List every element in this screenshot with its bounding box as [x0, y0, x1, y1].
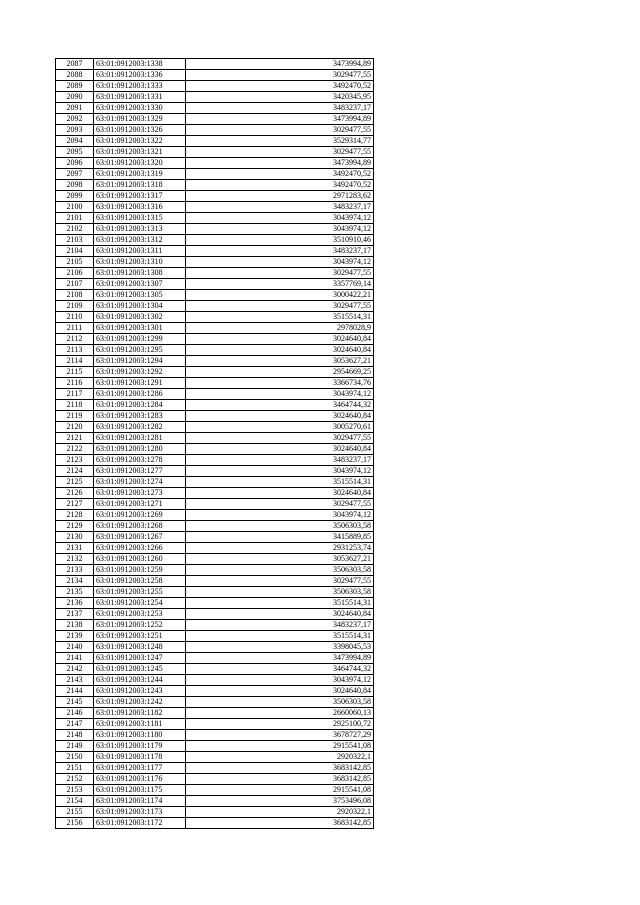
table-row: [56, 290, 374, 301]
cadastral-number-cell: 63:01:0912003:1255: [94, 587, 186, 598]
cadastral-value-cell: 3029477,55: [186, 147, 374, 158]
cadastral-value-cell: 3053627,21: [186, 356, 374, 367]
row-number-cell: 2117: [56, 389, 94, 400]
cadastral-value-cell: 3483237,17: [186, 620, 374, 631]
cadastral-number-cell: 63:01:0912003:1317: [94, 191, 186, 202]
table-row: [56, 191, 374, 202]
table-row: [56, 818, 374, 829]
table-row: [56, 334, 374, 345]
row-number-cell: 2138: [56, 620, 94, 631]
cadastral-number-cell: 63:01:0912003:1330: [94, 103, 186, 114]
cadastral-value-cell: 3029477,55: [186, 433, 374, 444]
table-row: [56, 202, 374, 213]
cadastral-value-cell: 3473994,89: [186, 653, 374, 664]
row-number-cell: 2118: [56, 400, 94, 411]
cadastral-number-cell: 63:01:0912003:1294: [94, 356, 186, 367]
row-number-cell: 2096: [56, 158, 94, 169]
cadastral-number-cell: 63:01:0912003:1308: [94, 268, 186, 279]
row-number-cell: 2132: [56, 554, 94, 565]
row-number-cell: 2123: [56, 455, 94, 466]
row-number-cell: 2130: [56, 532, 94, 543]
row-number-cell: 2105: [56, 257, 94, 268]
row-number-cell: 2093: [56, 125, 94, 136]
cadastral-value-cell: 3029477,55: [186, 125, 374, 136]
cadastral-number-cell: 63:01:0912003:1312: [94, 235, 186, 246]
cadastral-number-cell: 63:01:0912003:1301: [94, 323, 186, 334]
cadastral-number-cell: 63:01:0912003:1269: [94, 510, 186, 521]
cadastral-value-cell: 3029477,55: [186, 576, 374, 587]
cadastral-value-cell: 2978028,9: [186, 323, 374, 334]
cadastral-value-cell: 3483237,17: [186, 103, 374, 114]
cadastral-number-cell: 63:01:0912003:1175: [94, 785, 186, 796]
row-number-cell: 2115: [56, 367, 94, 378]
table-row: [56, 312, 374, 323]
cadastral-value-cell: 3366734,76: [186, 378, 374, 389]
cadastral-number-cell: 63:01:0912003:1299: [94, 334, 186, 345]
row-number-cell: 2136: [56, 598, 94, 609]
cadastral-value-cell: 3473994,89: [186, 158, 374, 169]
cadastral-number-cell: 63:01:0912003:1326: [94, 125, 186, 136]
row-number-cell: 2114: [56, 356, 94, 367]
table-row: [56, 433, 374, 444]
cadastral-number-cell: 63:01:0912003:1315: [94, 213, 186, 224]
cadastral-number-cell: 63:01:0912003:1258: [94, 576, 186, 587]
table-row: [56, 213, 374, 224]
table-row: [56, 180, 374, 191]
cadastral-number-cell: 63:01:0912003:1243: [94, 686, 186, 697]
cadastral-value-cell: 3024640,84: [186, 609, 374, 620]
table-body: [56, 59, 374, 829]
cadastral-number-cell: 63:01:0912003:1248: [94, 642, 186, 653]
table-row: [56, 345, 374, 356]
cadastral-value-cell: 3024640,84: [186, 686, 374, 697]
row-number-cell: 2145: [56, 697, 94, 708]
cadastral-value-cell: 3483237,17: [186, 202, 374, 213]
cadastral-number-cell: 63:01:0912003:1172: [94, 818, 186, 829]
cadastral-number-cell: 63:01:0912003:1244: [94, 675, 186, 686]
cadastral-number-cell: 63:01:0912003:1311: [94, 246, 186, 257]
table-row: [56, 719, 374, 730]
cadastral-value-cell: 3043974,12: [186, 510, 374, 521]
table-row: [56, 510, 374, 521]
row-number-cell: 2148: [56, 730, 94, 741]
table-row: [56, 477, 374, 488]
row-number-cell: 2150: [56, 752, 94, 763]
cadastral-value-cell: 3473994,89: [186, 59, 374, 70]
cadastral-value-cell: 3029477,55: [186, 70, 374, 81]
table-row: [56, 763, 374, 774]
cadastral-number-cell: 63:01:0912003:1174: [94, 796, 186, 807]
table-row: [56, 653, 374, 664]
cadastral-value-cell: 2920322,1: [186, 807, 374, 818]
cadastral-value-cell: 3483237,17: [186, 455, 374, 466]
row-number-cell: 2135: [56, 587, 94, 598]
table-row: [56, 565, 374, 576]
cadastral-value-cell: 3043974,12: [186, 466, 374, 477]
table-row: [56, 92, 374, 103]
cadastral-value-table: [55, 58, 374, 829]
table-row: [56, 499, 374, 510]
cadastral-number-cell: 63:01:0912003:1278: [94, 455, 186, 466]
table-row: [56, 400, 374, 411]
cadastral-number-cell: 63:01:0912003:1305: [94, 290, 186, 301]
row-number-cell: 2103: [56, 235, 94, 246]
row-number-cell: 2108: [56, 290, 94, 301]
row-number-cell: 2087: [56, 59, 94, 70]
table-row: [56, 279, 374, 290]
table-row: [56, 268, 374, 279]
row-number-cell: 2092: [56, 114, 94, 125]
table-row: [56, 411, 374, 422]
table-row: [56, 686, 374, 697]
cadastral-value-cell: 3506303,58: [186, 521, 374, 532]
table-row: [56, 785, 374, 796]
cadastral-number-cell: 63:01:0912003:1313: [94, 224, 186, 235]
cadastral-value-cell: 3029477,55: [186, 301, 374, 312]
cadastral-value-cell: 3043974,12: [186, 224, 374, 235]
cadastral-value-cell: 3043974,12: [186, 389, 374, 400]
table-row: [56, 488, 374, 499]
cadastral-number-cell: 63:01:0912003:1316: [94, 202, 186, 213]
cadastral-value-cell: 3029477,55: [186, 268, 374, 279]
table-row: [56, 587, 374, 598]
table-row: [56, 741, 374, 752]
cadastral-number-cell: 63:01:0912003:1319: [94, 169, 186, 180]
cadastral-number-cell: 63:01:0912003:1282: [94, 422, 186, 433]
row-number-cell: 2143: [56, 675, 94, 686]
row-number-cell: 2099: [56, 191, 94, 202]
table-row: [56, 598, 374, 609]
table-row: [56, 521, 374, 532]
cadastral-value-cell: 3483237,17: [186, 246, 374, 257]
cadastral-value-cell: 2925100,72: [186, 719, 374, 730]
cadastral-number-cell: 63:01:0912003:1320: [94, 158, 186, 169]
row-number-cell: 2088: [56, 70, 94, 81]
cadastral-number-cell: 63:01:0912003:1254: [94, 598, 186, 609]
table-row: [56, 323, 374, 334]
table-row: [56, 59, 374, 70]
cadastral-value-cell: 3492470,52: [186, 169, 374, 180]
cadastral-value-cell: 3683142,85: [186, 774, 374, 785]
cadastral-value-cell: 3415889,85: [186, 532, 374, 543]
cadastral-value-cell: 3506303,58: [186, 565, 374, 576]
cadastral-number-cell: 63:01:0912003:1176: [94, 774, 186, 785]
cadastral-number-cell: 63:01:0912003:1247: [94, 653, 186, 664]
table-row: [56, 367, 374, 378]
table-row: [56, 301, 374, 312]
row-number-cell: 2111: [56, 323, 94, 334]
table-row: [56, 609, 374, 620]
row-number-cell: 2126: [56, 488, 94, 499]
table-row: [56, 422, 374, 433]
cadastral-value-cell: 3024640,84: [186, 411, 374, 422]
cadastral-number-cell: 63:01:0912003:1274: [94, 477, 186, 488]
row-number-cell: 2091: [56, 103, 94, 114]
table-row: [56, 246, 374, 257]
cadastral-value-cell: 3473994,89: [186, 114, 374, 125]
cadastral-number-cell: 63:01:0912003:1242: [94, 697, 186, 708]
row-number-cell: 2100: [56, 202, 94, 213]
cadastral-number-cell: 63:01:0912003:1273: [94, 488, 186, 499]
cadastral-number-cell: 63:01:0912003:1181: [94, 719, 186, 730]
cadastral-value-cell: 3000422,21: [186, 290, 374, 301]
row-number-cell: 2095: [56, 147, 94, 158]
cadastral-number-cell: 63:01:0912003:1253: [94, 609, 186, 620]
cadastral-number-cell: 63:01:0912003:1182: [94, 708, 186, 719]
cadastral-value-cell: 3678727,29: [186, 730, 374, 741]
table-row: [56, 444, 374, 455]
table-row: [56, 807, 374, 818]
table-row: [56, 576, 374, 587]
cadastral-number-cell: 63:01:0912003:1333: [94, 81, 186, 92]
row-number-cell: 2102: [56, 224, 94, 235]
table-row: [56, 543, 374, 554]
cadastral-number-cell: 63:01:0912003:1284: [94, 400, 186, 411]
table-row: [56, 697, 374, 708]
cadastral-value-cell: 3492470,52: [186, 180, 374, 191]
cadastral-value-cell: 3464744,32: [186, 664, 374, 675]
cadastral-value-cell: 3510910,46: [186, 235, 374, 246]
cadastral-value-cell: 3515514,31: [186, 312, 374, 323]
row-number-cell: 2124: [56, 466, 94, 477]
cadastral-number-cell: 63:01:0912003:1302: [94, 312, 186, 323]
table-row: [56, 642, 374, 653]
cadastral-number-cell: 63:01:0912003:1286: [94, 389, 186, 400]
row-number-cell: 2110: [56, 312, 94, 323]
row-number-cell: 2154: [56, 796, 94, 807]
cadastral-number-cell: 63:01:0912003:1260: [94, 554, 186, 565]
cadastral-number-cell: 63:01:0912003:1338: [94, 59, 186, 70]
cadastral-value-cell: 3043974,12: [186, 675, 374, 686]
cadastral-value-cell: 2931253,74: [186, 543, 374, 554]
row-number-cell: 2116: [56, 378, 94, 389]
row-number-cell: 2112: [56, 334, 94, 345]
row-number-cell: 2120: [56, 422, 94, 433]
cadastral-value-cell: 3515514,31: [186, 598, 374, 609]
cadastral-number-cell: 63:01:0912003:1177: [94, 763, 186, 774]
cadastral-value-cell: 3506303,58: [186, 697, 374, 708]
row-number-cell: 2107: [56, 279, 94, 290]
table-row: [56, 620, 374, 631]
cadastral-number-cell: 63:01:0912003:1245: [94, 664, 186, 675]
table-row: [56, 235, 374, 246]
cadastral-number-cell: 63:01:0912003:1252: [94, 620, 186, 631]
table-row: [56, 708, 374, 719]
cadastral-number-cell: 63:01:0912003:1336: [94, 70, 186, 81]
cadastral-number-cell: 63:01:0912003:1277: [94, 466, 186, 477]
cadastral-number-cell: 63:01:0912003:1173: [94, 807, 186, 818]
cadastral-value-cell: 3029477,55: [186, 499, 374, 510]
table-row: [56, 70, 374, 81]
table-row: [56, 752, 374, 763]
row-number-cell: 2098: [56, 180, 94, 191]
table-row: [56, 125, 374, 136]
cadastral-number-cell: 63:01:0912003:1280: [94, 444, 186, 455]
table-row: [56, 136, 374, 147]
cadastral-number-cell: 63:01:0912003:1322: [94, 136, 186, 147]
row-number-cell: 2137: [56, 609, 94, 620]
row-number-cell: 2090: [56, 92, 94, 103]
row-number-cell: 2109: [56, 301, 94, 312]
cadastral-value-cell: 2971283,62: [186, 191, 374, 202]
table-row: [56, 114, 374, 125]
cadastral-number-cell: 63:01:0912003:1180: [94, 730, 186, 741]
table-row: [56, 675, 374, 686]
cadastral-value-cell: 3005270,61: [186, 422, 374, 433]
cadastral-number-cell: 63:01:0912003:1304: [94, 301, 186, 312]
row-number-cell: 2125: [56, 477, 94, 488]
table-row: [56, 631, 374, 642]
cadastral-number-cell: 63:01:0912003:1292: [94, 367, 186, 378]
cadastral-value-cell: 3024640,84: [186, 444, 374, 455]
cadastral-value-cell: 3683142,85: [186, 818, 374, 829]
table-row: [56, 730, 374, 741]
table-row: [56, 389, 374, 400]
row-number-cell: 2127: [56, 499, 94, 510]
cadastral-number-cell: 63:01:0912003:1281: [94, 433, 186, 444]
cadastral-number-cell: 63:01:0912003:1283: [94, 411, 186, 422]
row-number-cell: 2121: [56, 433, 94, 444]
table-row: [56, 796, 374, 807]
row-number-cell: 2097: [56, 169, 94, 180]
row-number-cell: 2131: [56, 543, 94, 554]
cadastral-number-cell: 63:01:0912003:1266: [94, 543, 186, 554]
cadastral-value-cell: 3043974,12: [186, 257, 374, 268]
row-number-cell: 2153: [56, 785, 94, 796]
table-row: [56, 224, 374, 235]
row-number-cell: 2133: [56, 565, 94, 576]
cadastral-value-cell: 3420345,95: [186, 92, 374, 103]
row-number-cell: 2141: [56, 653, 94, 664]
cadastral-number-cell: 63:01:0912003:1267: [94, 532, 186, 543]
cadastral-value-cell: 3683142,85: [186, 763, 374, 774]
cadastral-value-cell: 3398045,53: [186, 642, 374, 653]
row-number-cell: 2144: [56, 686, 94, 697]
row-number-cell: 2106: [56, 268, 94, 279]
cadastral-value-cell: 3506303,58: [186, 587, 374, 598]
cadastral-number-cell: 63:01:0912003:1318: [94, 180, 186, 191]
row-number-cell: 2147: [56, 719, 94, 730]
row-number-cell: 2113: [56, 345, 94, 356]
row-number-cell: 2156: [56, 818, 94, 829]
cadastral-value-cell: 3043974,12: [186, 213, 374, 224]
cadastral-value-cell: 2920322,1: [186, 752, 374, 763]
table-row: [56, 103, 374, 114]
cadastral-number-cell: 63:01:0912003:1291: [94, 378, 186, 389]
cadastral-number-cell: 63:01:0912003:1178: [94, 752, 186, 763]
row-number-cell: 2146: [56, 708, 94, 719]
row-number-cell: 2089: [56, 81, 94, 92]
table-row: [56, 455, 374, 466]
cadastral-value-cell: 3053627,21: [186, 554, 374, 565]
table-row: [56, 532, 374, 543]
row-number-cell: 2140: [56, 642, 94, 653]
row-number-cell: 2152: [56, 774, 94, 785]
table-row: [56, 81, 374, 92]
table-row: [56, 169, 374, 180]
row-number-cell: 2129: [56, 521, 94, 532]
table-row: [56, 147, 374, 158]
cadastral-number-cell: 63:01:0912003:1307: [94, 279, 186, 290]
table-row: [56, 378, 374, 389]
row-number-cell: 2101: [56, 213, 94, 224]
row-number-cell: 2094: [56, 136, 94, 147]
cadastral-number-cell: 63:01:0912003:1329: [94, 114, 186, 125]
cadastral-value-cell: 3753496,08: [186, 796, 374, 807]
cadastral-value-cell: 3357769,14: [186, 279, 374, 290]
cadastral-number-cell: 63:01:0912003:1251: [94, 631, 186, 642]
table-row: [56, 664, 374, 675]
cadastral-value-cell: 3024640,84: [186, 334, 374, 345]
table-row: [56, 774, 374, 785]
cadastral-number-cell: 63:01:0912003:1268: [94, 521, 186, 532]
cadastral-value-cell: 2915541,08: [186, 741, 374, 752]
cadastral-number-cell: 63:01:0912003:1179: [94, 741, 186, 752]
cadastral-value-cell: 3515514,31: [186, 631, 374, 642]
row-number-cell: 2149: [56, 741, 94, 752]
cadastral-value-cell: 3464744,32: [186, 400, 374, 411]
row-number-cell: 2128: [56, 510, 94, 521]
cadastral-value-cell: 3024640,84: [186, 345, 374, 356]
table-row: [56, 554, 374, 565]
cadastral-number-cell: 63:01:0912003:1259: [94, 565, 186, 576]
cadastral-number-cell: 63:01:0912003:1331: [94, 92, 186, 103]
row-number-cell: 2134: [56, 576, 94, 587]
cadastral-value-cell: 2660060,13: [186, 708, 374, 719]
row-number-cell: 2122: [56, 444, 94, 455]
cadastral-number-cell: 63:01:0912003:1321: [94, 147, 186, 158]
row-number-cell: 2104: [56, 246, 94, 257]
row-number-cell: 2119: [56, 411, 94, 422]
table-row: [56, 356, 374, 367]
row-number-cell: 2142: [56, 664, 94, 675]
table-row: [56, 466, 374, 477]
cadastral-value-cell: 3529314,77: [186, 136, 374, 147]
cadastral-value-cell: 2915541,08: [186, 785, 374, 796]
cadastral-value-cell: 3515514,31: [186, 477, 374, 488]
cadastral-number-cell: 63:01:0912003:1310: [94, 257, 186, 268]
table-row: [56, 257, 374, 268]
cadastral-value-cell: 3024640,84: [186, 488, 374, 499]
cadastral-number-cell: 63:01:0912003:1295: [94, 345, 186, 356]
row-number-cell: 2155: [56, 807, 94, 818]
cadastral-value-cell: 2954669,25: [186, 367, 374, 378]
cadastral-value-cell: 3492470,52: [186, 81, 374, 92]
table-row: [56, 158, 374, 169]
row-number-cell: 2139: [56, 631, 94, 642]
row-number-cell: 2151: [56, 763, 94, 774]
cadastral-number-cell: 63:01:0912003:1271: [94, 499, 186, 510]
